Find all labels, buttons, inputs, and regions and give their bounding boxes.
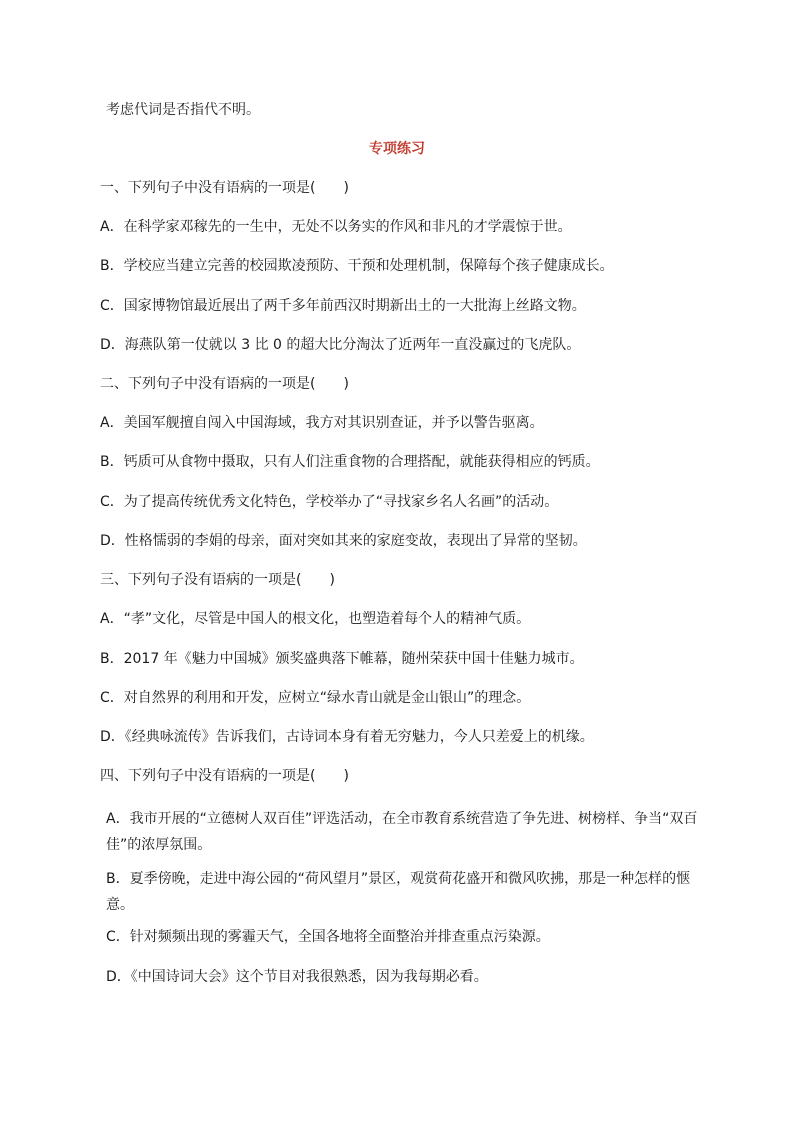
question-4-option-b: B．夏季傍晚，走进中海公园的“荷风望月”景区，观赏荷花盛开和微风吹拂，那是一种怎样的惬意。 bbox=[106, 871, 691, 913]
section-title: 专项练习 bbox=[369, 141, 425, 157]
question-4-option-a: A．我市开展的“立德树人双百佳”评选活动，在全市教育系统营造了争先进、树榜样、争当“双百佳”的浓厚氛围。 bbox=[106, 811, 698, 853]
question-2-option-a: A．美国军舰擅自闯入中国海域，我方对其识别查证，并予以警告驱离。 bbox=[100, 415, 544, 431]
question-4-option-c: C．针对频频出现的雾霾天气，全国各地将全面整治并排查重点污染源。 bbox=[106, 929, 550, 945]
question-3-option-b: B．2017 年《魅力中国城》颁奖盛典落下帷幕，随州荣获中国十佳魅力城市。 bbox=[100, 651, 584, 667]
question-3-option-a: A．“孝”文化，尽管是中国人的根文化，也塑造着每个人的精神气质。 bbox=[100, 611, 531, 627]
question-3-option-c: C．对自然界的利用和开发，应树立“绿水青山就是金山银山”的理念。 bbox=[100, 690, 531, 706]
question-2-option-c: C．为了提高传统优秀文化特色，学校举办了“寻找家乡名人名画”的活动。 bbox=[100, 494, 559, 510]
question-3-stem: 三、下列句子没有语病的一项是( ) bbox=[100, 572, 335, 588]
question-2-option-b: B．钙质可从食物中摄取，只有人们注重食物的合理搭配，就能获得相应的钙质。 bbox=[100, 454, 600, 470]
intro-text: 考虑代词是否指代不明。 bbox=[106, 102, 260, 118]
question-1-option-b: B．学校应当建立完善的校园欺凌预防、干预和处理机制，保障每个孩子健康成长。 bbox=[100, 258, 614, 274]
question-1-option-d: D．海燕队第一仗就以 3 比 0 的超大比分淘汰了近两年一直没赢过的飞虎队。 bbox=[100, 337, 581, 353]
question-4-option-d: D．《中国诗词大会》这个节目对我很熟悉，因为我每期必看。 bbox=[106, 969, 488, 985]
question-1-stem: 一、下列句子中没有语病的一项是( ) bbox=[100, 180, 349, 196]
question-1-option-a: A．在科学家邓稼先的一生中，无处不以务实的作风和非凡的才学震惊于世。 bbox=[100, 219, 572, 235]
question-2-option-d: D．性格懦弱的李娟的母亲，面对突如其来的家庭变故，表现出了异常的坚韧。 bbox=[100, 533, 587, 549]
question-1-option-c: C．国家博物馆最近展出了两千多年前西汉时期新出土的一大批海上丝路文物。 bbox=[100, 298, 586, 314]
question-4-stem: 四、下列句子中没有语病的一项是( ) bbox=[100, 768, 349, 784]
question-3-option-d: D．《经典咏流传》告诉我们，古诗词本身有着无穷魅力，今人只差爱上的机缘。 bbox=[100, 729, 594, 745]
question-2-stem: 二、下列句子中没有语病的一项是( ) bbox=[100, 376, 349, 392]
